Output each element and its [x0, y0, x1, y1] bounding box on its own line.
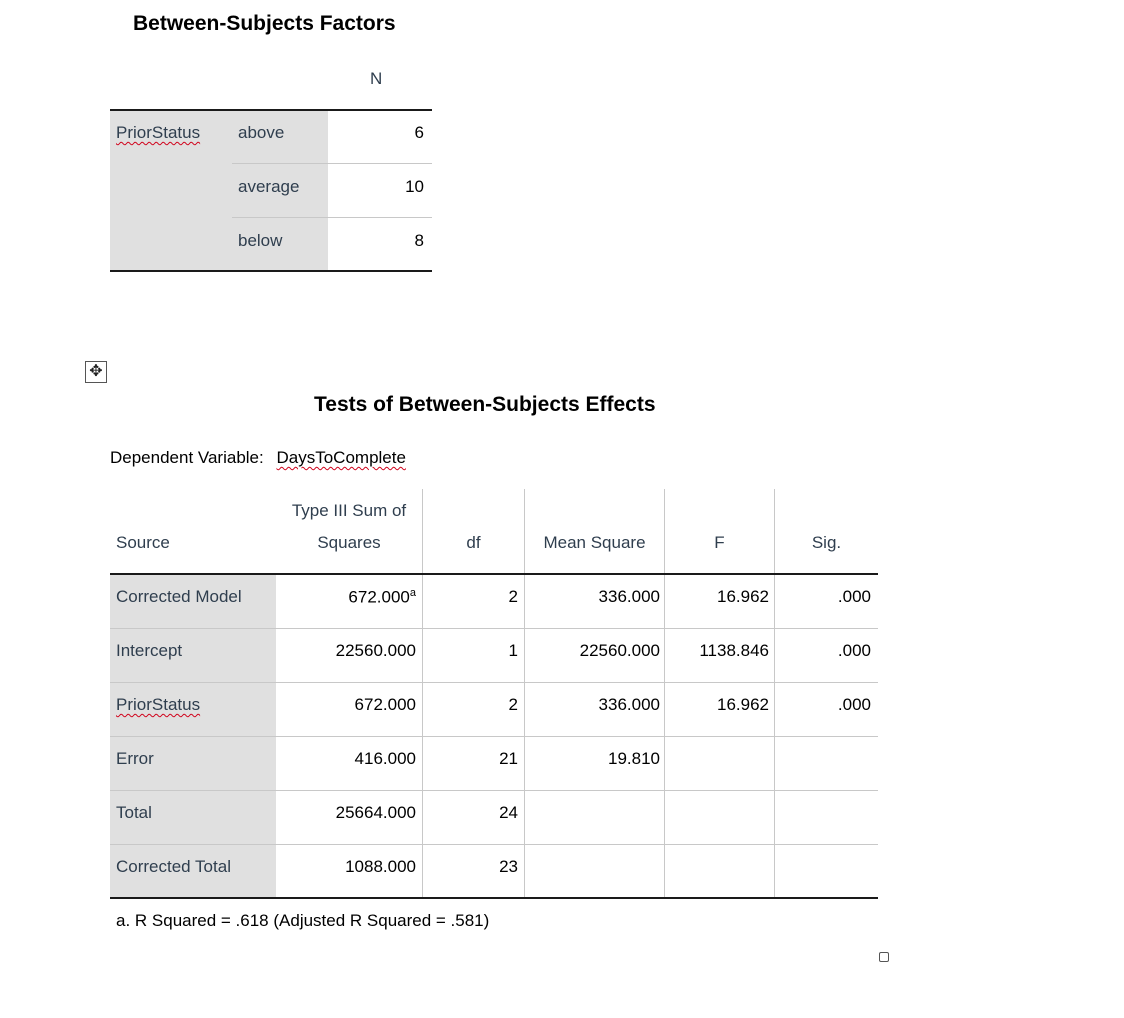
- source-cell: Intercept: [116, 641, 183, 660]
- factor-level-n: 10: [405, 177, 424, 196]
- move-icon[interactable]: ✥: [85, 361, 107, 383]
- factor-name: PriorStatus: [116, 123, 201, 142]
- effects-table: [110, 489, 878, 901]
- factor-level-n: 8: [414, 231, 424, 250]
- f-cell: 16.962: [717, 695, 769, 714]
- df-cell: 1: [508, 641, 518, 660]
- ss-cell: 672.000$^a$: [348, 587, 416, 607]
- source-cell: Total: [116, 803, 152, 822]
- ms-cell: 19.810: [608, 749, 660, 768]
- ss-cell: 1088.000: [345, 857, 416, 876]
- dependent-variable: [110, 448, 406, 468]
- sig-cell: .000: [837, 587, 871, 606]
- source-cell: PriorStatus: [116, 695, 201, 714]
- df-cell: 23: [499, 857, 518, 876]
- header-f: F: [714, 533, 725, 552]
- ms-cell: 22560.000: [579, 641, 660, 660]
- df-cell: 21: [499, 749, 518, 768]
- factor-level-label: average: [238, 177, 300, 196]
- header-mean-square: Mean Square: [543, 533, 646, 552]
- table-footnote: a. R Squared = .618 (Adjusted R Squared = .581): [116, 911, 490, 930]
- header-sig: Sig.: [811, 533, 842, 552]
- df-cell: 2: [508, 695, 518, 714]
- factor-level-n: 6: [414, 123, 424, 142]
- source-cell: Error: [116, 749, 154, 768]
- ss-cell: 416.000: [354, 749, 416, 768]
- resize-handle-icon[interactable]: [879, 952, 889, 962]
- sig-cell: .000: [837, 695, 871, 714]
- header-ss-line2: Squares: [317, 533, 381, 552]
- dv-label: Dependent Variable:: [110, 448, 264, 467]
- ms-cell: 336.000: [598, 587, 660, 606]
- factor-level-label: below: [238, 231, 283, 250]
- f-cell: 1138.846: [699, 641, 769, 660]
- header-df: df: [466, 533, 481, 552]
- dv-name: DaysToComplete: [276, 448, 406, 467]
- factors-table: [110, 60, 432, 273]
- header-source: Source: [116, 533, 170, 552]
- factor-level-label: above: [238, 123, 285, 142]
- footnote-marker: a: [409, 587, 416, 599]
- header-ss-line1: Type III Sum of: [291, 501, 407, 520]
- effects-title: Tests of Between-Subjects Effects: [314, 393, 656, 416]
- ms-cell: 336.000: [598, 695, 660, 714]
- source-cell: Corrected Model: [116, 587, 242, 606]
- df-cell: 24: [499, 803, 518, 822]
- source-cell: Corrected Total: [116, 857, 231, 876]
- ss-cell: 25664.000: [335, 803, 416, 822]
- ss-cell: 672.000: [354, 695, 416, 714]
- factors-n-header: N: [370, 69, 383, 88]
- ss-cell: 22560.000: [335, 641, 416, 660]
- df-cell: 2: [508, 587, 518, 606]
- sig-cell: .000: [837, 641, 871, 660]
- factors-title: Between-Subjects Factors: [133, 12, 396, 35]
- f-cell: 16.962: [717, 587, 769, 606]
